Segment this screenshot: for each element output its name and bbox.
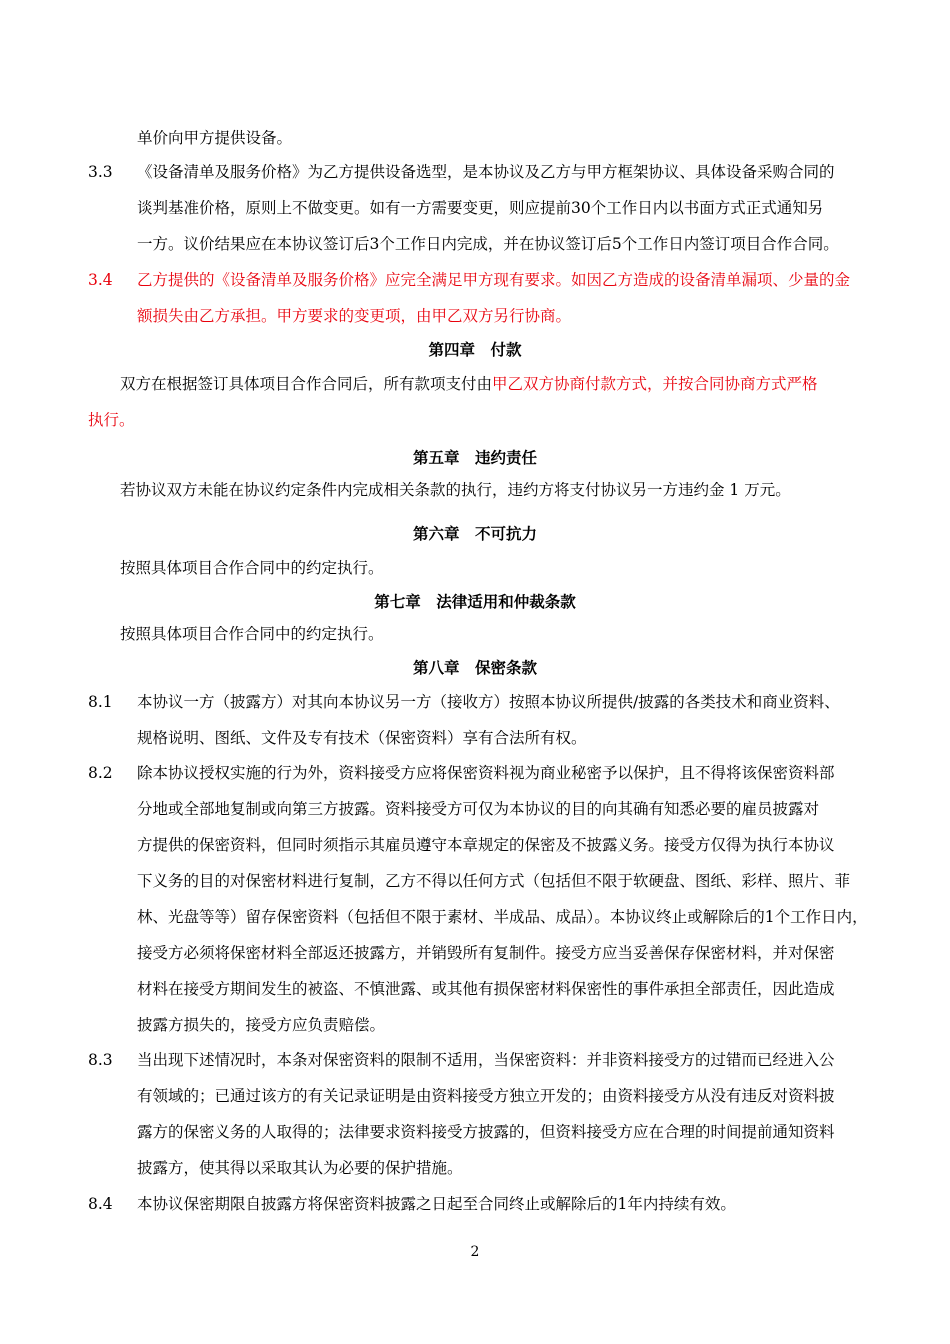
chapter-8-title: 第八章 保密条款 — [412, 658, 537, 677]
s8-3-line-3: 露方的保密义务的人取得的；法律要求资料接受方披露的，但资料接受方应在合理的时间提前通知资料 — [137, 1123, 835, 1141]
s8-3-line-2: 有领域的；已通过该方的有关记录证明是由资料接受方独立开发的；由资料接受方从没有违反对资料披 — [137, 1087, 835, 1105]
page-number: 2 — [470, 1244, 480, 1260]
chapter-6-title: 第六章 不可抗力 — [412, 524, 537, 543]
s8-1-number: 8.1 — [88, 693, 113, 711]
chapter-6-line-1: 按照具体项目合作合同中的约定执行。 — [120, 559, 384, 577]
chapter-4-line-1 — [120, 374, 818, 394]
s8-2-line-3: 方提供的保密资料，但同时须指示其雇员遵守本章规定的保密及不披露义务。接受方仅得为执行本协议 — [137, 836, 835, 854]
s8-1-line-2: 规格说明、图纸、文件及专有技术（保密资料）享有合法所有权。 — [137, 729, 587, 747]
s8-2-line-4: 下义务的目的对保密材料进行复制，乙方不得以任何方式（包括但不限于软硬盘、图纸、彩样、照片、菲 — [137, 872, 851, 890]
s8-3-number: 8.3 — [88, 1051, 113, 1069]
s8-2-line-8: 披露方损失的，接受方应负责赔偿。 — [137, 1016, 386, 1034]
s8-4-line-1: 本协议保密期限自披露方将保密资料披露之日起至合同终止或解除后的1年内持续有效。 — [137, 1195, 736, 1213]
s3-3-line-3: 一方。议价结果应在本协议签订后3个工作日内完成，并在协议签订后5个工作日内签订项目合作合同。 — [137, 235, 839, 253]
s8-2-line-5: 林、光盘等等）留存保密资料（包括但不限于素材、半成品、成品）。本协议终止或解除后的1个工作日内， — [137, 908, 868, 926]
s8-3-line-1: 当出现下述情况时，本条对保密资料的限制不适用，当保密资料：并非资料接受方的过错而已经进入公 — [137, 1051, 835, 1069]
s8-1-line-1: 本协议一方（披露方）对其向本协议另一方（接收方）按照本协议所提供/披露的各类技术和商业资料、 — [137, 693, 840, 711]
chapter-4-text-black: 双方在根据签订具体项目合作合同后，所有款项支付由 — [120, 375, 493, 393]
s8-2-line-6: 接受方必须将保密材料全部返还披露方，并销毁所有复制件。接受方应当妥善保存保密材料，并对保密 — [137, 944, 835, 962]
s8-4-number: 8.4 — [88, 1195, 113, 1213]
s3-3-number: 3.3 — [88, 163, 113, 181]
s3-4-line-1: 乙方提供的《设备清单及服务价格》应完全满足甲方现有要求。如因乙方造成的设备清单漏项、少量的金 — [137, 271, 851, 289]
s3-3-pre-line: 单价向甲方提供设备。 — [137, 129, 293, 147]
chapter-4-line-2: 执行。 — [88, 411, 135, 429]
chapter-7-title: 第七章 法律适用和仲裁条款 — [374, 592, 576, 611]
s8-3-line-4: 披露方，使其得以采取其认为必要的保护措施。 — [137, 1159, 463, 1177]
s3-4-number: 3.4 — [88, 271, 113, 289]
chapter-7-line-1: 按照具体项目合作合同中的约定执行。 — [120, 625, 384, 643]
s3-3-line-2: 谈判基准价格，原则上不做变更。如有一方需要变更，则应提前30个工作日内以书面方式正式通知另 — [137, 199, 824, 217]
s8-2-line-1: 除本协议授权实施的行为外，资料接受方应将保密资料视为商业秘密予以保护，且不得将该保密资料部 — [137, 764, 835, 782]
s8-2-number: 8.2 — [88, 764, 113, 782]
chapter-5-title: 第五章 违约责任 — [412, 448, 537, 467]
s8-2-line-7: 材料在接受方期间发生的被盗、不慎泄露、或其他有损保密材料保密性的事件承担全部责任，因此造成 — [137, 980, 835, 998]
chapter-4-text-red: 甲乙双方协商付款方式，并按合同协商方式严格 — [492, 375, 818, 393]
chapter-5-line-1: 若协议双方未能在协议约定条件内完成相关条款的执行，违约方将支付协议另一方违约金 1 万元。 — [120, 481, 791, 499]
s3-4-line-2: 额损失由乙方承担。甲方要求的变更项，由甲乙双方另行协商。 — [137, 307, 572, 325]
chapter-4-title: 第四章 付款 — [428, 340, 522, 359]
s8-2-line-2: 分地或全部地复制或向第三方披露。资料接受方可仅为本协议的目的向其确有知悉必要的雇员披露对 — [137, 800, 820, 818]
s3-3-line-1: 《设备清单及服务价格》为乙方提供设备选型，是本协议及乙方与甲方框架协议、具体设备采购合同的 — [137, 163, 835, 181]
